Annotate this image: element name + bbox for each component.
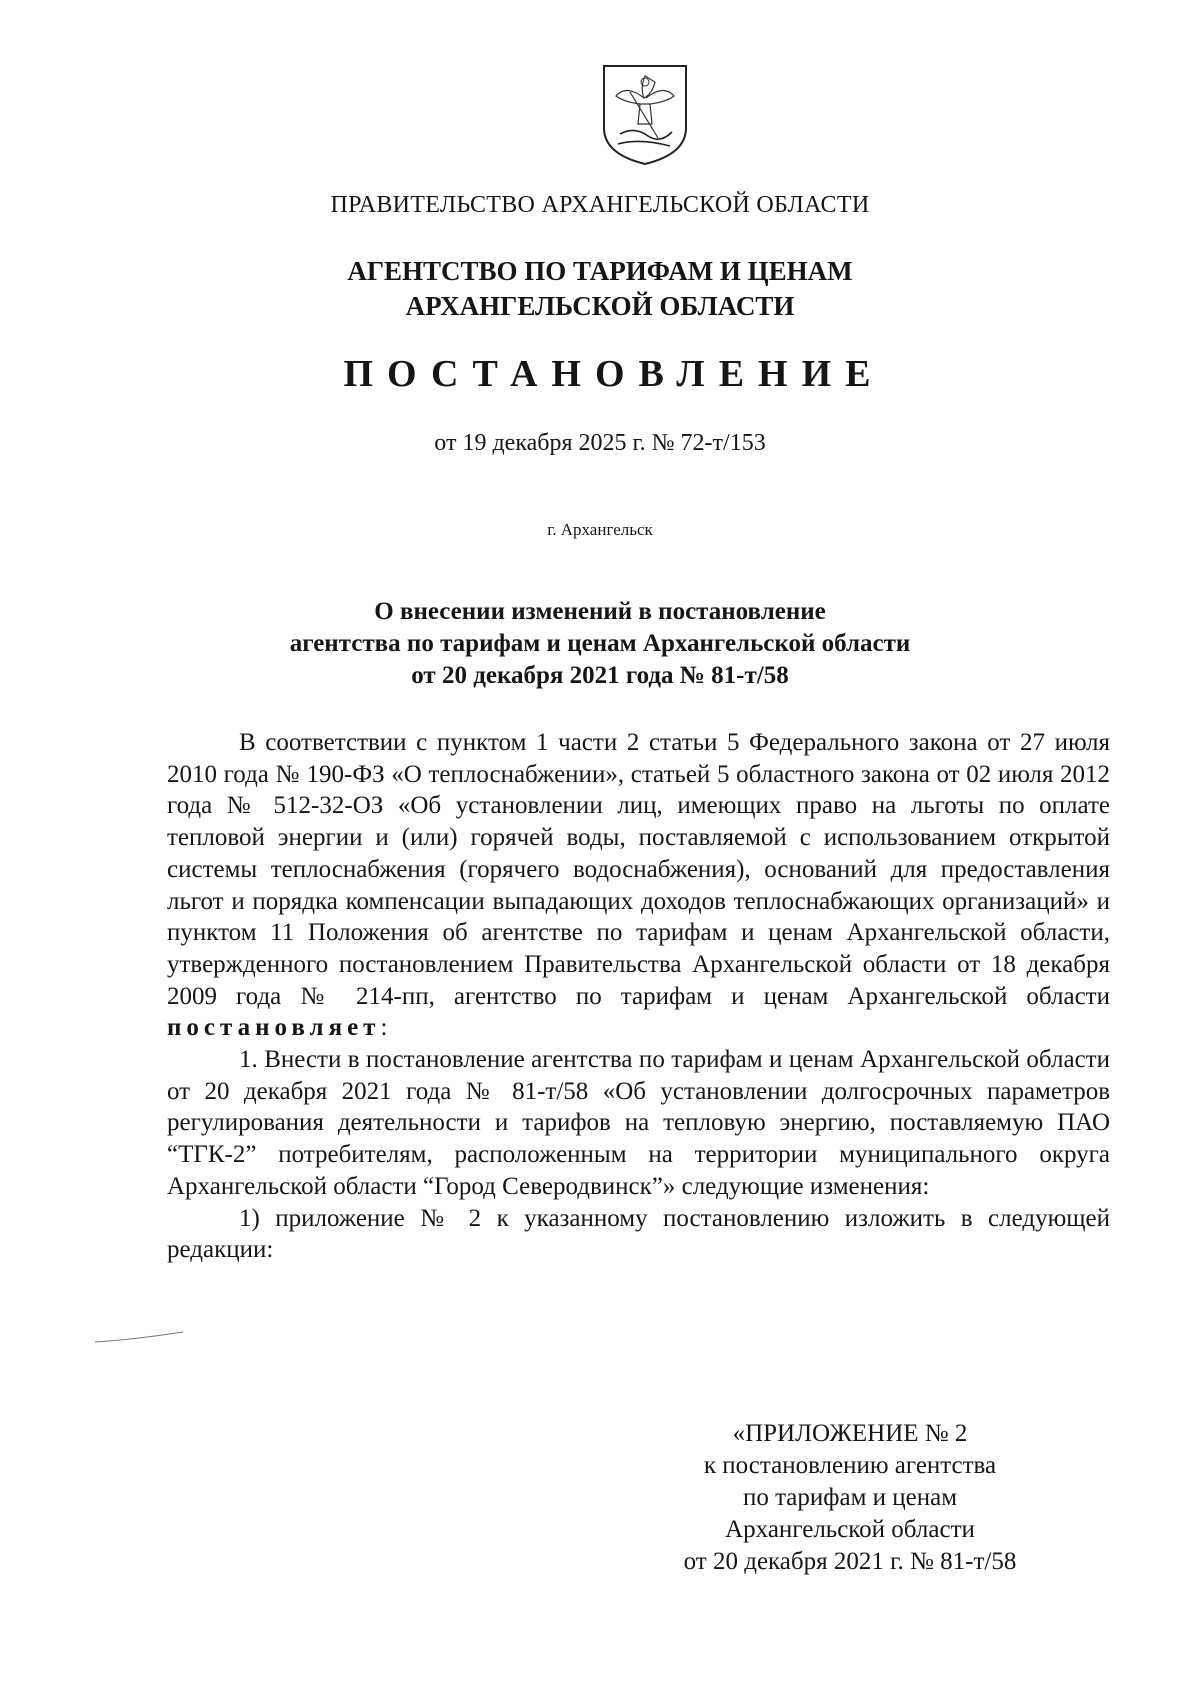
- decree-title: [0, 596, 1200, 692]
- item-1-paragraph: 1. Внести в постановление агентства по тарифам и ценам Архангельской области от 20 декабря 2021 года № 81-т/58 «Об установлении долгосрочных параметров регулирования деятельности и тарифов на тепловую энергию, поставляемую ПАО “ТГК-2” потребителям, расположенным на территории муниципального округа Архангельской области “Город Северодвинск”» следующие изменения:: [167, 1046, 1110, 1200]
- appendix-line: «ПРИЛОЖЕНИЕ № 2: [732, 1420, 968, 1447]
- decree-date-number: от 19 декабря 2025 г. № 72-т/153: [434, 430, 766, 456]
- appendix-header: [640, 1418, 1060, 1578]
- decree-title-line: О внесении изменений в постановление: [374, 598, 826, 625]
- resolves-colon: :: [380, 1014, 388, 1042]
- government-name: ПРАВИТЕЛЬСТВО АРХАНГЕЛЬСКОЙ ОБЛАСТИ: [330, 192, 870, 218]
- decree-title-line: от 20 декабря 2021 года № 81-т/58: [411, 662, 789, 689]
- appendix-line: Архангельской области: [725, 1516, 975, 1543]
- document-type-heading: ПОСТАНОВЛЕНИЕ: [343, 353, 885, 395]
- agency-name-line: АРХАНГЕЛЬСКОЙ ОБЛАСТИ: [405, 291, 795, 321]
- agency-name: [0, 254, 1200, 324]
- agency-name-line: АГЕНТСТВО ПО ТАРИФАМ И ЦЕНАМ: [347, 256, 853, 286]
- appendix-line: от 20 декабря 2021 г. № 81-т/58: [683, 1548, 1017, 1575]
- decree-title-line: агентства по тарифам и ценам Архангельской области: [289, 630, 911, 657]
- preamble-paragraph: [167, 727, 1110, 1044]
- coat-of-arms-emblem: [600, 62, 690, 166]
- appendix-line: по тарифам и ценам: [742, 1484, 958, 1511]
- scan-artifact-line: [95, 1330, 185, 1346]
- decree-body: [167, 727, 1110, 1266]
- resolves-word: постановляет: [167, 1014, 381, 1042]
- appendix-line: к постановлению агентства: [703, 1452, 997, 1479]
- city-name: г. Архангельск: [547, 520, 653, 539]
- item-1-1-paragraph: 1) приложение № 2 к указанному постановлению изложить в следующей редакции:: [167, 1204, 1110, 1264]
- preamble-text: В соответствии с пунктом 1 части 2 статьи 5 Федерального закона от 27 июля 2010 года № 190-ФЗ «О теплоснабжении», статьей 5 областного закона от 02 июля 2012 года № 512-32-ОЗ «Об установлении лиц, имеющих право на льготы по оплате тепловой энергии и (или) горячей воды, поставляемой с использованием открытой системы теплоснабжения (горячего водоснабжения), оснований для предоставления льгот и порядка компенсации выпадающих доходов теплоснабжающих организаций» и пунктом 11 Положения об агентстве по тарифам и ценам Архангельской области, утвержденного постановлением Правительства Архангельской области от 18 декабря 2009 года № 214-пп, агентство по тарифам и ценам Архангельской области: [167, 729, 1110, 1010]
